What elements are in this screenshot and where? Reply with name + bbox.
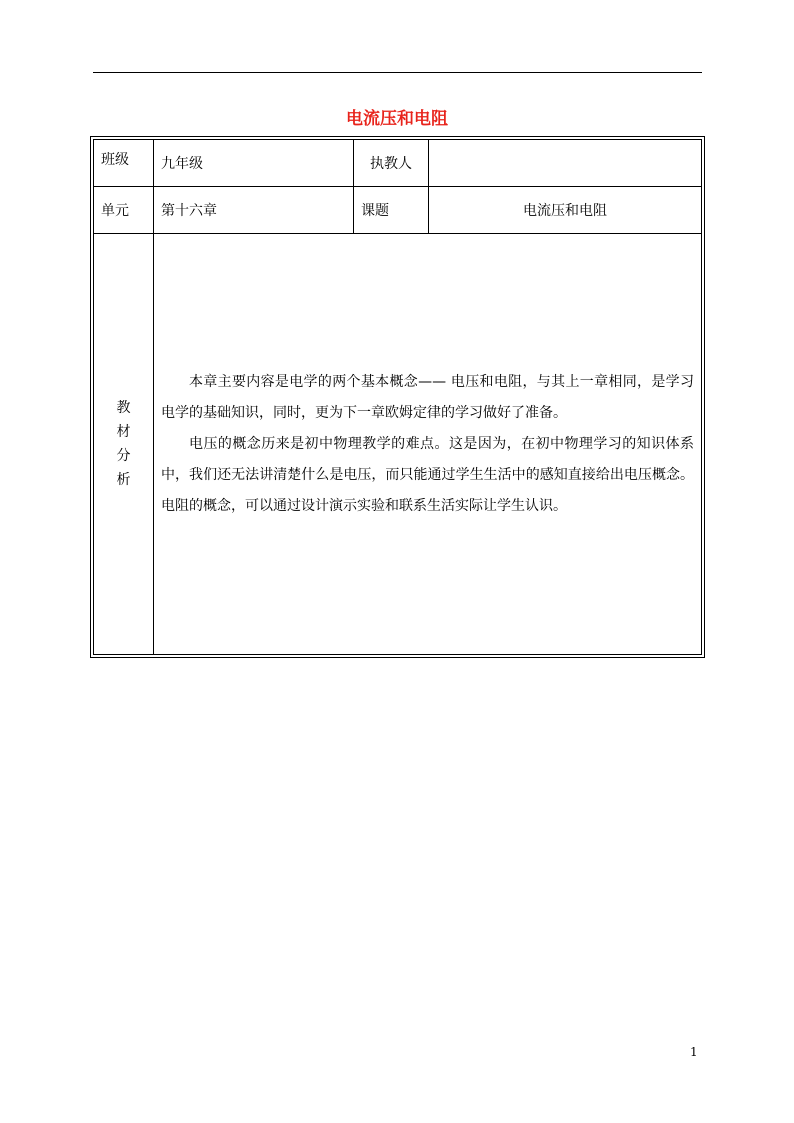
header-rule	[93, 72, 702, 73]
table-row	[94, 187, 702, 234]
analysis-content	[154, 234, 702, 655]
topic-label: 课题	[354, 187, 429, 234]
topic-value: 电流压和电阻	[429, 187, 702, 234]
table-row	[94, 234, 702, 655]
analysis-label-char: 教	[116, 400, 131, 416]
class-label: 班级	[94, 140, 154, 187]
table-row	[94, 140, 702, 187]
analysis-label-char: 析	[116, 472, 131, 488]
analysis-label-char: 分	[116, 448, 131, 464]
teacher-value	[429, 140, 702, 187]
lesson-plan-table	[90, 136, 705, 658]
class-value: 九年级	[154, 140, 354, 187]
analysis-paragraph: 电压的概念历来是初中物理教学的难点。这是因为，在初中物理学习的知识体系中，我们还无法讲清楚什么是电压，而只能通过学生生活中的感知直接给出电压概念。电阻的概念，可以通过设计演示实验和联系生活实际让学生认识。	[161, 435, 694, 514]
analysis-paragraph: 本章主要内容是电学的两个基本概念—— 电压和电阻，与其上一章相同，是学习电学的基础知识，同时，更为下一章欧姆定律的学习做好了准备。	[161, 373, 694, 421]
analysis-label	[94, 234, 154, 655]
unit-label: 单元	[94, 187, 154, 234]
unit-value: 第十六章	[154, 187, 354, 234]
analysis-label-char: 材	[116, 424, 131, 440]
page-number: 1	[690, 1045, 698, 1059]
teacher-label: 执教人	[354, 140, 429, 187]
document-title: 电流压和电阻	[346, 109, 448, 129]
